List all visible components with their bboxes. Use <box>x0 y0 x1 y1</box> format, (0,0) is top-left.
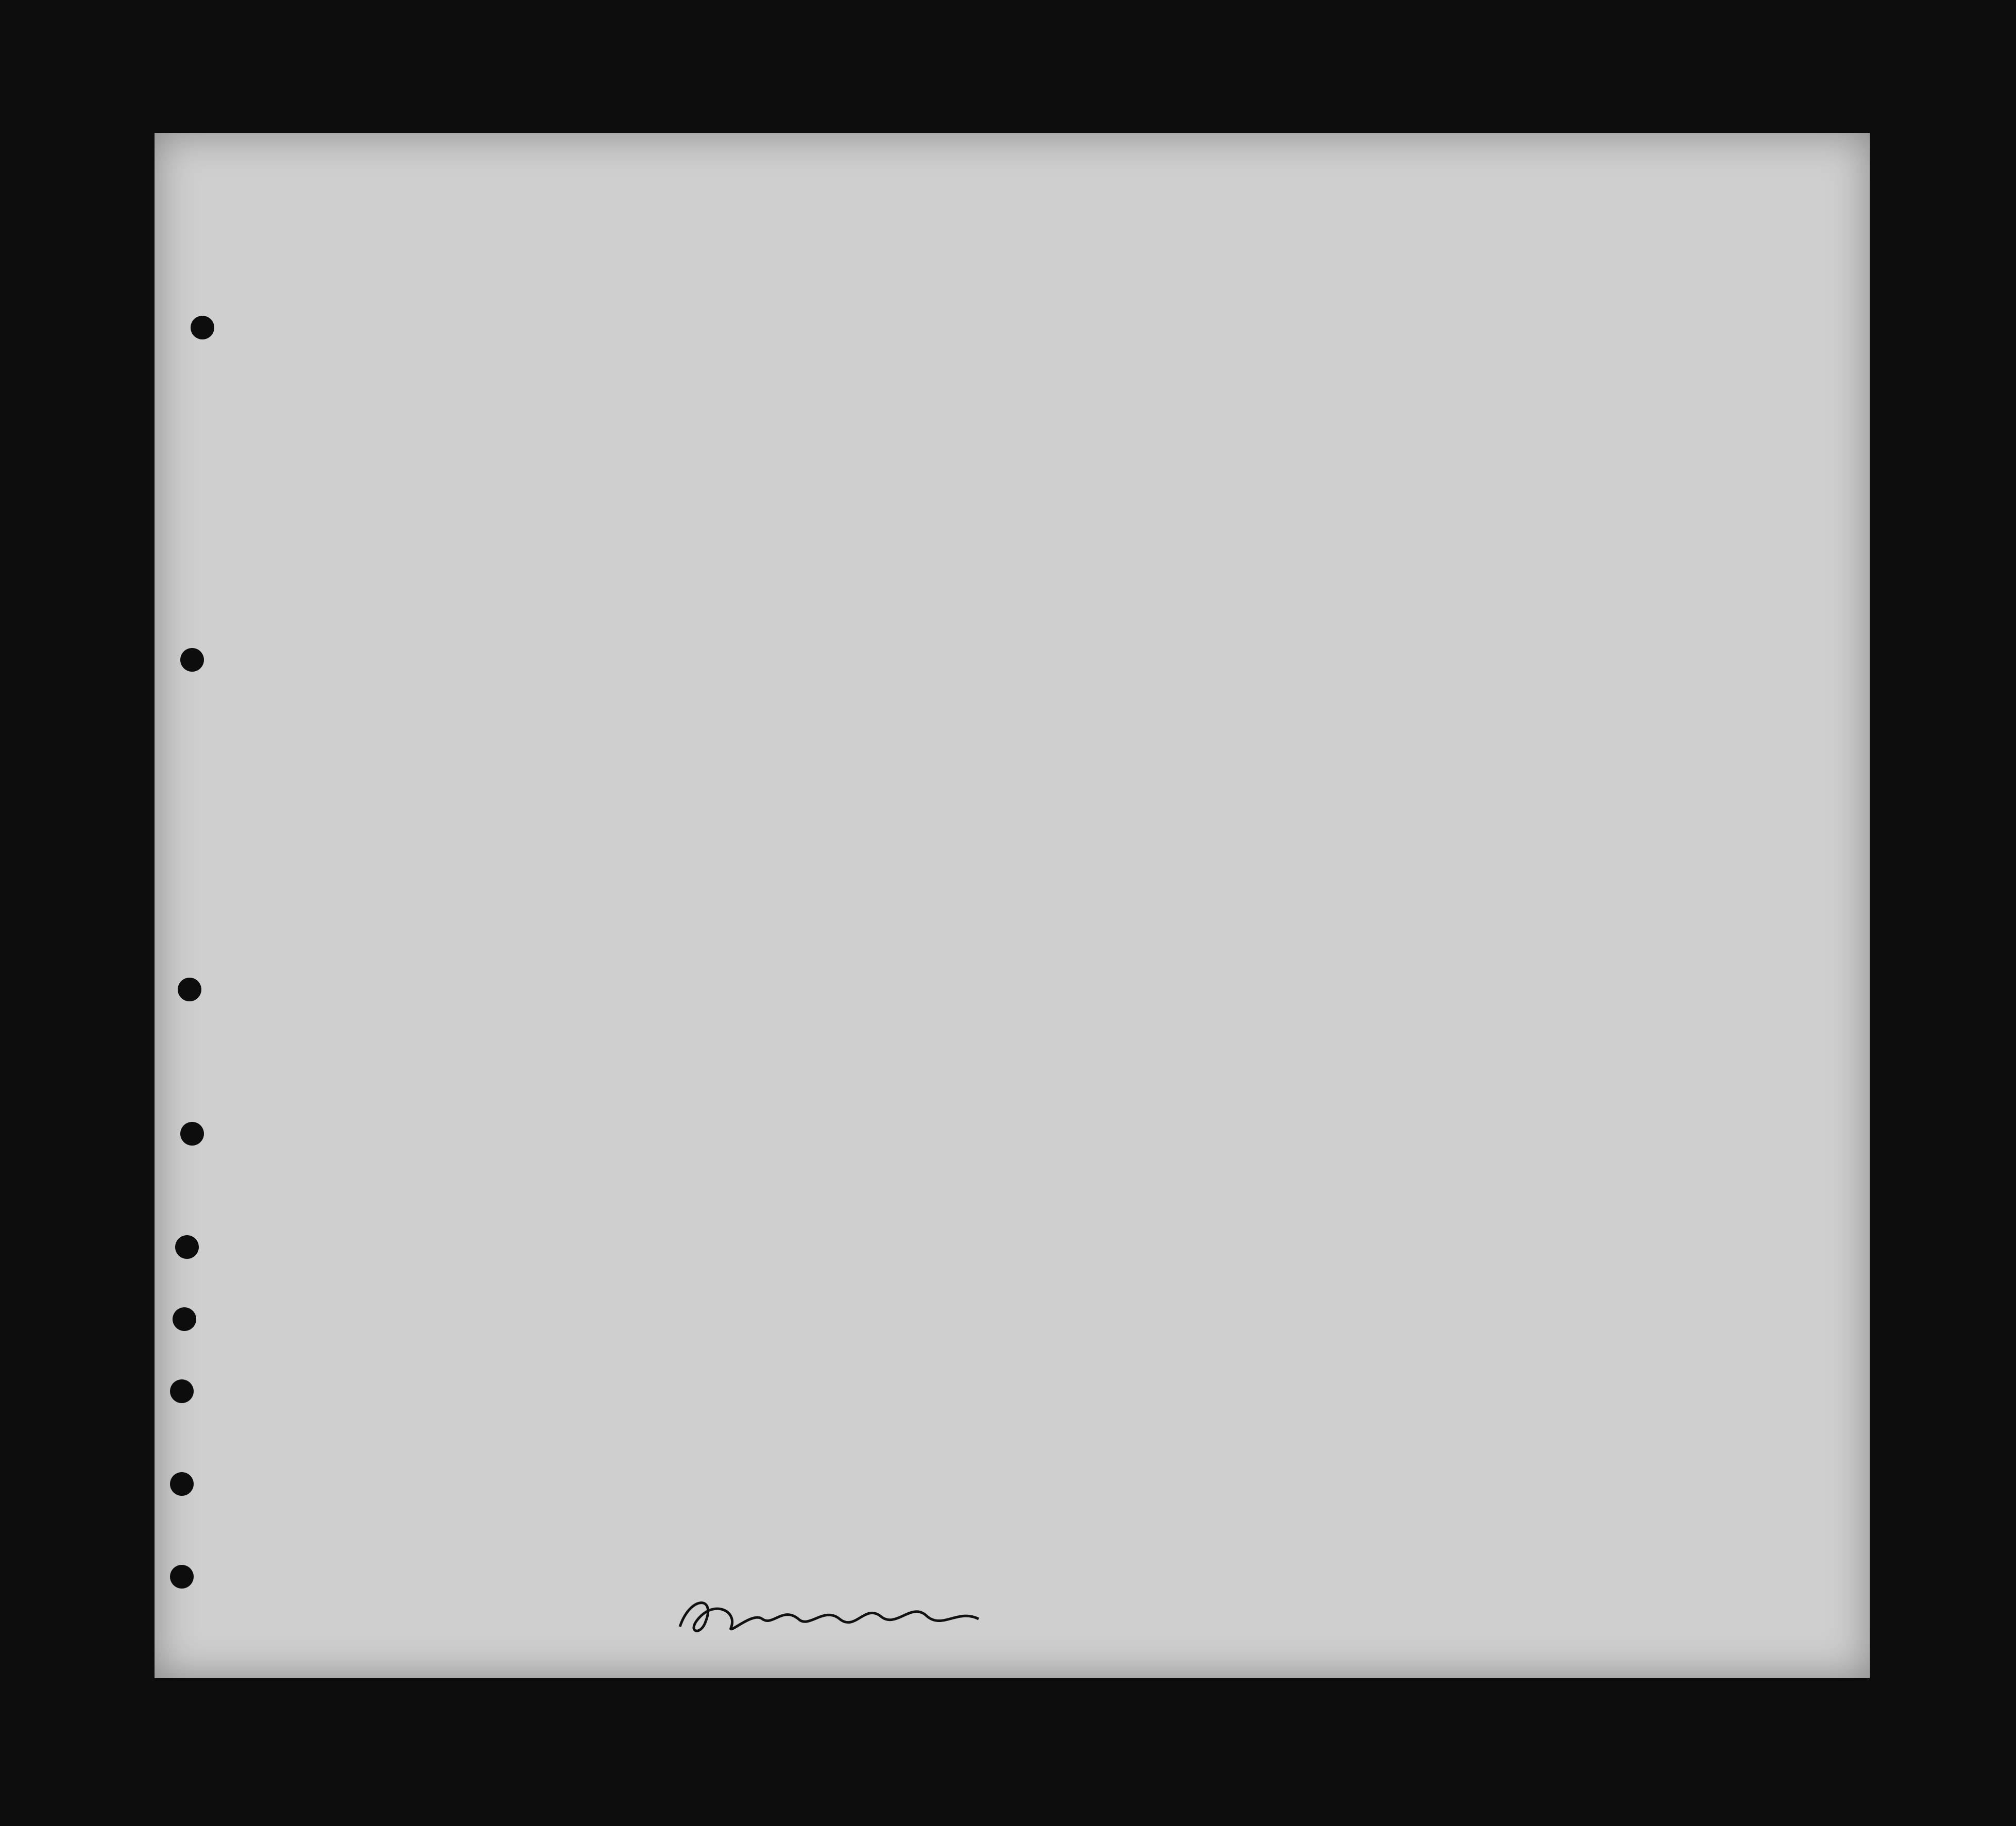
table-grid <box>211 349 1865 1699</box>
punch-hole <box>173 1307 196 1331</box>
punch-hole <box>178 978 201 1001</box>
inspector-signature <box>670 1591 989 1642</box>
punch-hole <box>170 1472 194 1496</box>
punch-hole <box>175 1235 199 1259</box>
punch-hole <box>191 316 214 339</box>
manifest-sheet <box>155 133 1870 1678</box>
punch-hole <box>170 1379 194 1403</box>
crew-table <box>211 349 1865 1699</box>
punch-hole <box>170 1565 194 1589</box>
punch-hole <box>180 1122 204 1146</box>
punch-hole <box>180 648 204 672</box>
